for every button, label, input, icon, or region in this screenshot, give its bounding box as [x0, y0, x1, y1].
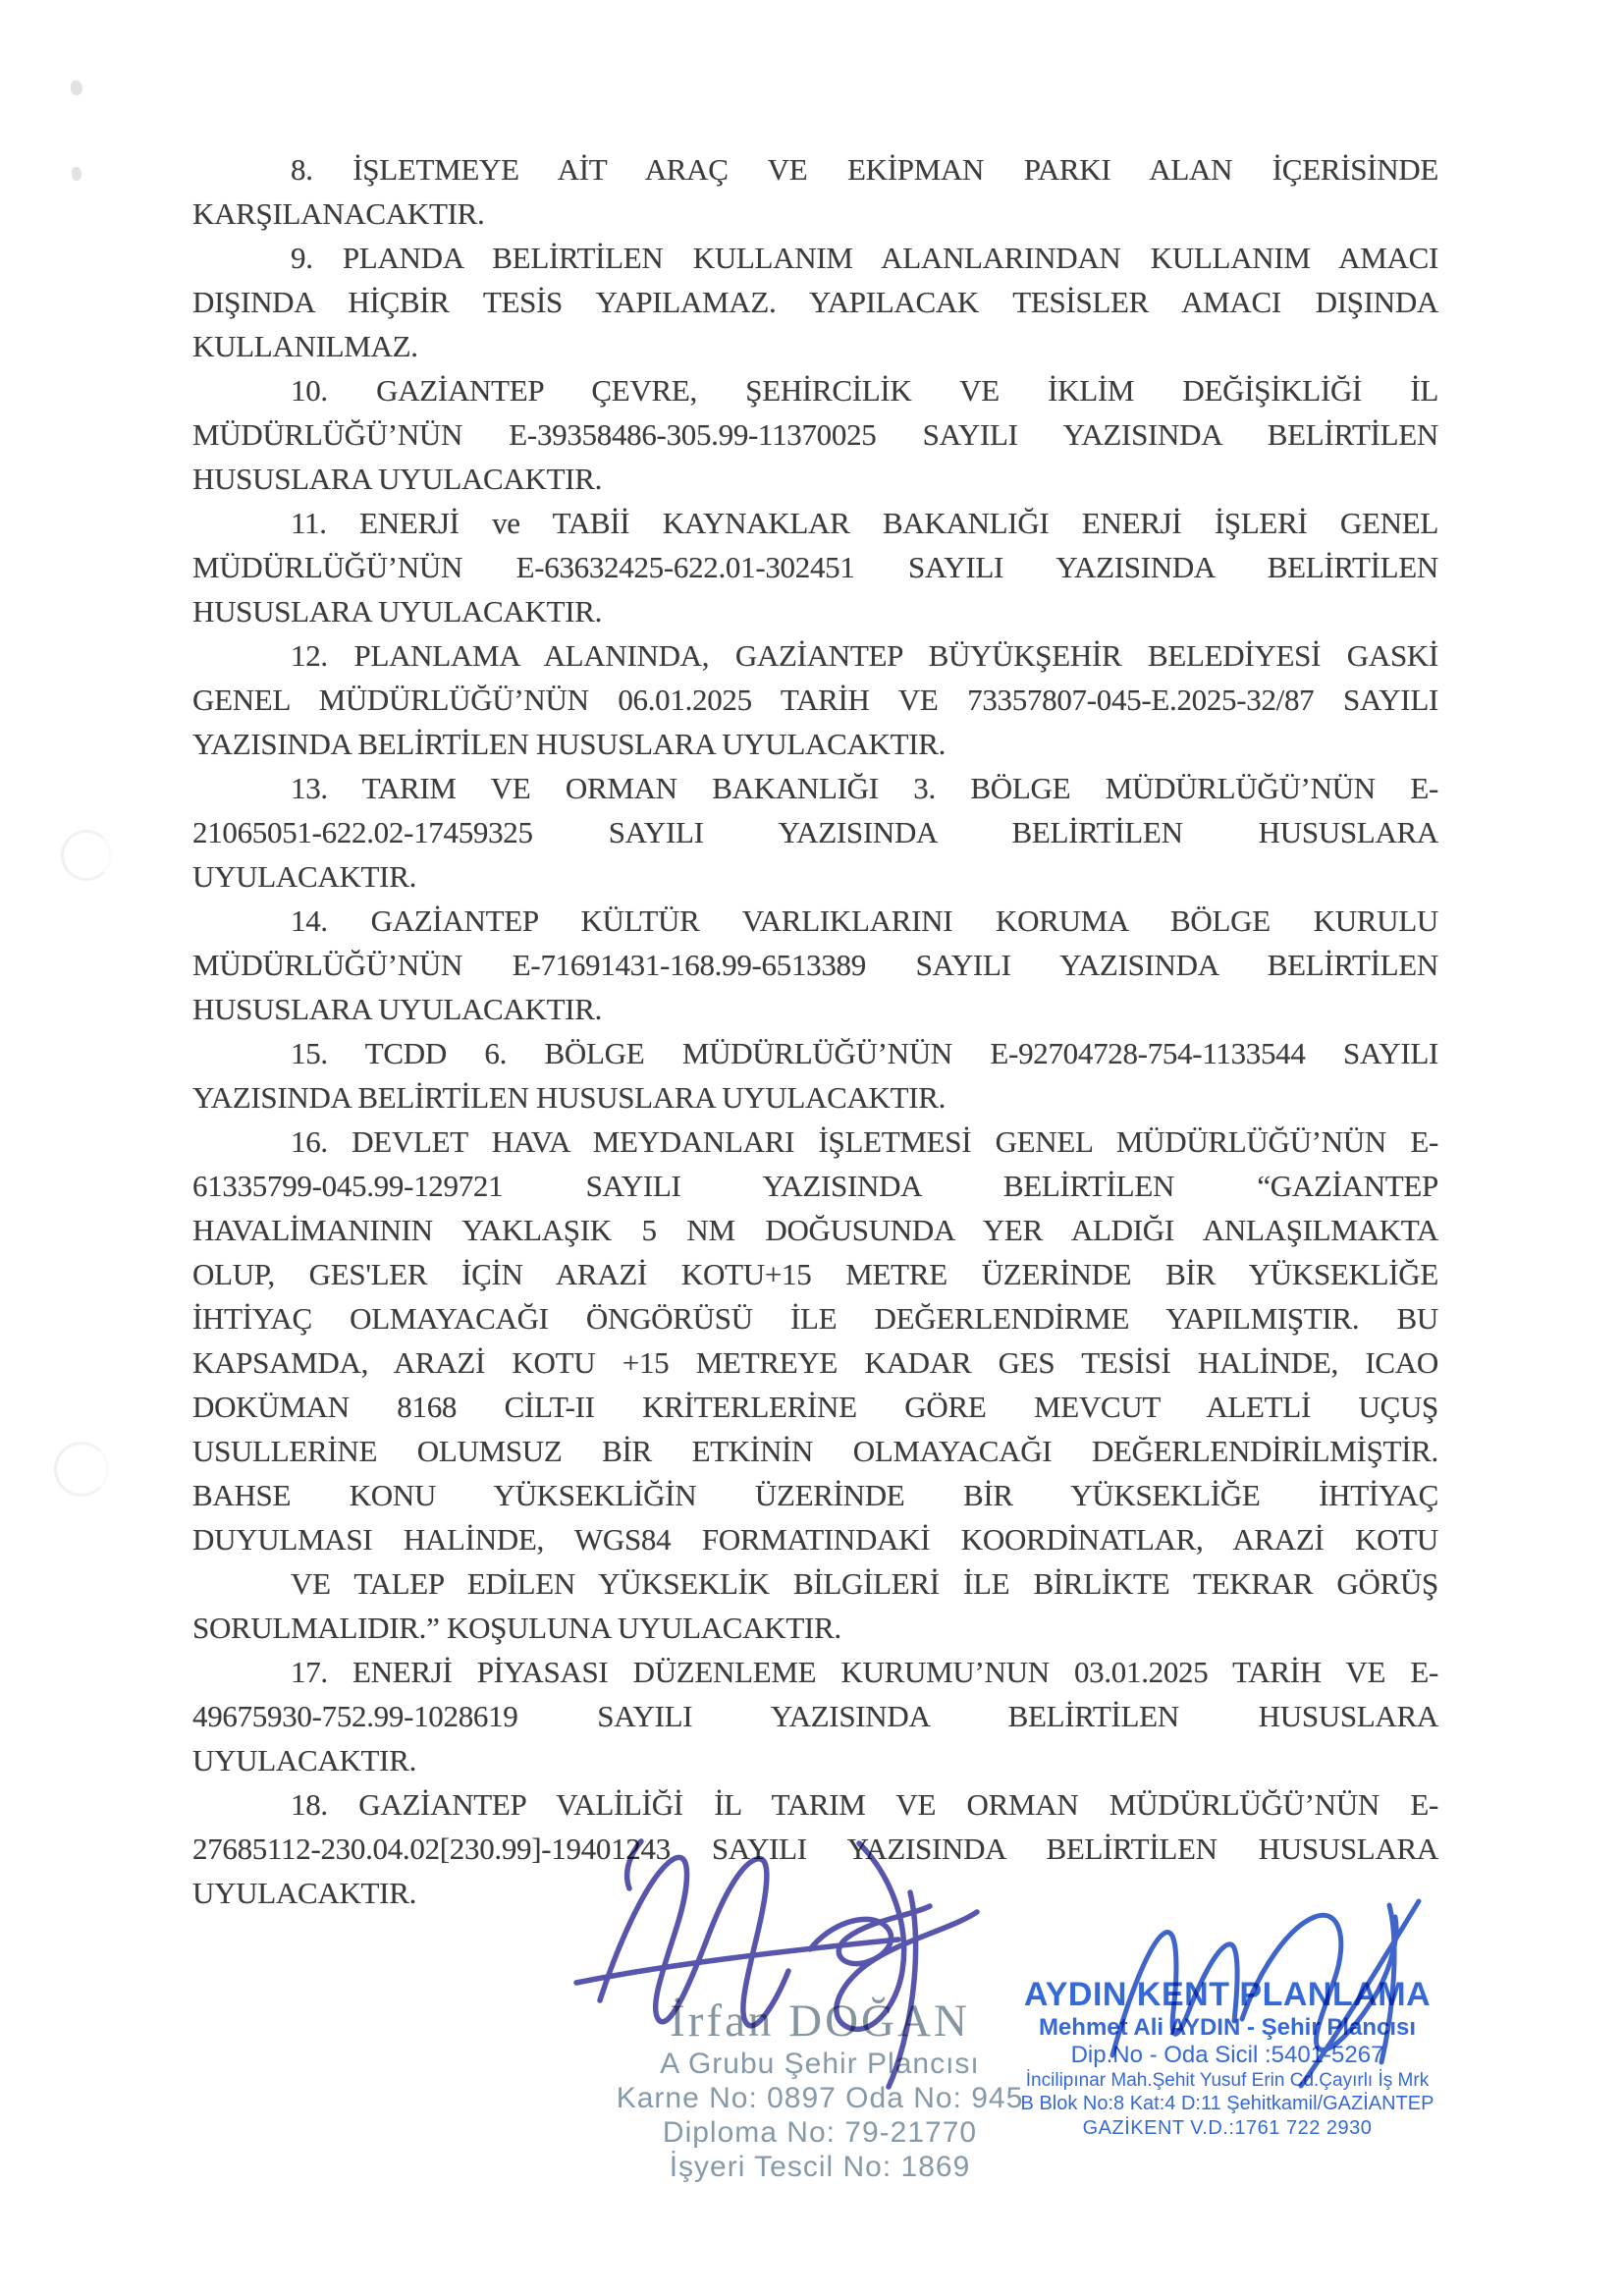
- stamp-address: B Blok No:8 Kat:4 D:11 Şehitkamil/GAZİANTEP: [1020, 2093, 1434, 2114]
- text-line: 18. GAZİANTEP VALİLİĞİ İL TARIM VE ORMAN MÜDÜRLÜĞÜ’NÜN E-: [291, 1787, 1438, 1822]
- text-line: 16. DEVLET HAVA MEYDANLARI İŞLETMESİ GENEL MÜDÜRLÜĞÜ’NÜN E-: [291, 1124, 1438, 1159]
- text-line: KARŞILANACAKTIR.: [192, 196, 485, 231]
- text-line: 49675930-752.99-1028619 SAYILI YAZISINDA BELİRTİLEN HUSUSLARA: [192, 1699, 1438, 1733]
- stamp-tescil: İşyeri Tescil No: 1869: [669, 2151, 971, 2183]
- text-line: 61335799-045.99-129721 SAYILI YAZISINDA BELİRTİLEN “GAZİANTEP: [192, 1169, 1438, 1203]
- text-line: UYULACAKTIR.: [192, 1743, 417, 1777]
- signature-mehmet-ali-aydin: [1095, 1893, 1434, 2090]
- text-line: 17. ENERJİ PİYASASI DÜZENLEME KURUMU’NUN 03.01.2025 TARİH VE E-: [291, 1655, 1438, 1689]
- text-line: 8. İŞLETMEYE AİT ARAÇ VE EKİPMAN PARKI ALAN İÇERİSİNDE: [291, 152, 1438, 187]
- paragraph-17: [192, 1650, 1438, 1782]
- paragraph-16-continued: [192, 1561, 1438, 1650]
- text-line: OLUP, GES'LER İÇİN ARAZİ KOTU+15 METRE ÜZERİNDE BİR YÜKSEKLİĞE: [192, 1257, 1438, 1291]
- text-line: SORULMALIDIR.” KOŞULUNA UYULACAKTIR.: [192, 1611, 841, 1645]
- text-line: GENEL MÜDÜRLÜĞÜ’NÜN 06.01.2025 TARİH VE 73357807-045-E.2025-32/87 SAYILI: [192, 683, 1438, 717]
- paragraph-12: [192, 633, 1438, 766]
- paragraph-10: [192, 368, 1438, 501]
- text-line: 14. GAZİANTEP KÜLTÜR VARLIKLARINI KORUMA BÖLGE KURULU: [291, 903, 1438, 938]
- stamp-company: AYDIN KENT PLANLAMA: [1023, 1976, 1432, 2013]
- document-body: [192, 147, 1438, 1915]
- hole-punch-mark: [54, 1442, 109, 1497]
- stamp-title: A Grubu Şehir Plancısı: [660, 2048, 980, 2080]
- signature-stroke: [1112, 1933, 1237, 2055]
- signature-stroke: [1242, 1915, 1396, 2050]
- text-line: 10. GAZİANTEP ÇEVRE, ŞEHİRCİLİK VE İKLİM DEĞİŞİKLİĞİ İL: [291, 373, 1438, 408]
- text-line: VE TALEP EDİLEN YÜKSEKLİK BİLGİLERİ İLE BİRLİKTE TEKRAR GÖRÜŞ: [291, 1566, 1438, 1601]
- text-line: UYULACAKTIR.: [192, 859, 417, 894]
- paragraph-8: [192, 147, 1438, 236]
- text-line: UYULACAKTIR.: [192, 1876, 417, 1910]
- signature-stroke: [627, 1841, 641, 1888]
- text-line: USULLERİNE OLUMSUZ BİR ETKİNİN OLMAYACAĞI DEĞERLENDİRİLMİŞTİR.: [192, 1434, 1438, 1468]
- text-line: HAVALİMANININ YAKLAŞIK 5 NM DOĞUSUNDA YER ALDIĞI ANLAŞILMAKTA: [192, 1213, 1438, 1247]
- text-line: DIŞINDA HİÇBİR TESİS YAPILAMAZ. YAPILACAK TESİSLER AMACI DIŞINDA: [192, 285, 1438, 319]
- text-line: DUYULMASI HALİNDE, WGS84 FORMATINDAKİ KOORDİNATLAR, ARAZİ KOTU: [192, 1522, 1438, 1557]
- text-line: MÜDÜRLÜĞÜ’NÜN E-71691431-168.99-6513389 SAYILI YAZISINDA BELİRTİLEN: [192, 948, 1438, 982]
- stamp-dip-no: Dip.No - Oda Sicil :5401-5267: [1070, 2042, 1384, 2068]
- paragraph-15: [192, 1031, 1438, 1120]
- paragraph-9: [192, 236, 1438, 368]
- hole-punch-mark: [61, 830, 112, 881]
- stamp-karne: Karne No: 0897 Oda No: 945: [616, 2082, 1024, 2114]
- text-line: 13. TARIM VE ORMAN BAKANLIĞI 3. BÖLGE MÜDÜRLÜĞÜ’NÜN E-: [291, 771, 1438, 805]
- text-line: 21065051-622.02-17459325 SAYILI YAZISINDA BELİRTİLEN HUSUSLARA: [192, 815, 1438, 849]
- text-line: İHTİYAÇ OLMAYACAĞI ÖNGÖRÜSÜ İLE DEĞERLENDİRME YAPILMIŞTIR. BU: [192, 1301, 1438, 1336]
- text-line: HUSUSLARA UYULACAKTIR.: [192, 462, 603, 496]
- paragraph-13: [192, 766, 1438, 899]
- text-line: HUSUSLARA UYULACAKTIR.: [192, 992, 603, 1026]
- paragraph-16: [192, 1120, 1438, 1561]
- text-line: 27685112-230.04.02[230.99]-19401243 SAYILI YAZISINDA BELİRTİLEN HUSUSLARA: [192, 1831, 1438, 1866]
- stamp-diploma: Diploma No: 79-21770: [662, 2116, 978, 2149]
- scan-speck: [71, 81, 82, 95]
- paragraph-11: [192, 501, 1438, 633]
- signature-irfan-dogan: [565, 1833, 1006, 2099]
- signature-stroke: [837, 1843, 977, 2029]
- text-line: 11. ENERJİ ve TABİİ KAYNAKLAR BAKANLIĞI ENERJİ İŞLERİ GENEL: [291, 506, 1438, 540]
- text-line: YAZISINDA BELİRTİLEN HUSUSLARA UYULACAKTIR.: [192, 727, 947, 761]
- text-line: KAPSAMDA, ARAZİ KOTU +15 METREYE KADAR GES TESİSİ HALİNDE, ICAO: [192, 1345, 1438, 1380]
- stamp-tax-info: GAZİKENT V.D.:1761 722 2930: [1082, 2117, 1373, 2139]
- text-line: 12. PLANLAMA ALANINDA, GAZİANTEP BÜYÜKŞEHİR BELEDİYESİ GASKİ: [291, 638, 1438, 673]
- signature-stroke: [1301, 1901, 1419, 2086]
- paragraph-14: [192, 899, 1438, 1031]
- text-line: BAHSE KONU YÜKSEKLİĞİN ÜZERİNDE BİR YÜKSEKLİĞE İHTİYAÇ: [192, 1478, 1438, 1512]
- text-line: KULLANILMAZ.: [192, 329, 418, 363]
- text-line: DOKÜMAN 8168 CİLT-II KRİTERLERİNE GÖRE MEVCUT ALETLİ UÇUŞ: [192, 1390, 1438, 1424]
- text-line: YAZISINDA BELİRTİLEN HUSUSLARA UYULACAKTIR.: [192, 1080, 947, 1115]
- text-line: 15. TCDD 6. BÖLGE MÜDÜRLÜĞÜ’NÜN E-92704728-754-1133544 SAYILI: [291, 1036, 1438, 1070]
- stamp-person: Mehmet Ali AYDIN - Şehir Plancısı: [1038, 2014, 1417, 2041]
- stamp-address: İncilipınar Mah.Şehit Yusuf Erin Cd.Çayırlı İş Mrk: [1025, 2070, 1430, 2091]
- stamp-name: İrfan DOĞAN: [670, 1995, 970, 2047]
- scan-speck: [72, 167, 81, 181]
- text-line: MÜDÜRLÜĞÜ’NÜN E-63632425-622.01-302451 SAYILI YAZISINDA BELİRTİLEN: [192, 550, 1438, 584]
- text-line: MÜDÜRLÜĞÜ’NÜN E-39358486-305.99-11370025 SAYILI YAZISINDA BELİRTİLEN: [192, 417, 1438, 452]
- text-line: 9. PLANDA BELİRTİLEN KULLANIM ALANLARINDAN KULLANIM AMACI: [291, 241, 1438, 275]
- text-line: HUSUSLARA UYULACAKTIR.: [192, 594, 603, 629]
